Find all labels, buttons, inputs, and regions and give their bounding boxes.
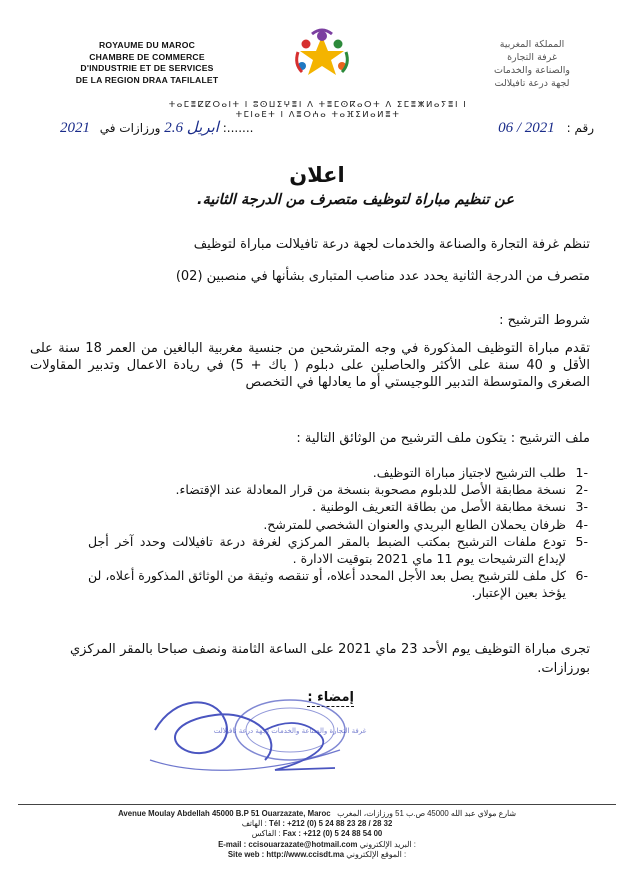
date-label: ورزازات في :....... bbox=[99, 121, 254, 135]
reference-row bbox=[498, 120, 594, 137]
item-number: -3 bbox=[575, 499, 588, 515]
header-tifinagh: ⵜⴰⵎⴻⵇⵇⵔⴰⵏⵜ ⵏ ⵓⵙⵡⵉⵖⴻⵏ ⴷ ⵜⴻⵎⵙⴽⴰⵔⵜ ⴷ ⵉⵎⴻⵥⵍⴰⵢⴻⵏ ⵏ ⵜⵎⵏⴰⴹⵜ ⵏ ⴷⴻⵔⵄⴰ ⵜⴰⴼⵉⵍⴰⵍⴻⵜ bbox=[168, 100, 468, 120]
item-number: -6 bbox=[575, 568, 588, 584]
item-text: ظرفان يحملان الطابع البريدي والعنوان الشخصي للمترشح. bbox=[263, 516, 566, 532]
chamber-logo bbox=[292, 28, 352, 98]
header-fr-line: DE LA REGION DRAA TAFILALET bbox=[75, 74, 219, 85]
header-fr-line: ROYAUME DU MAROC bbox=[99, 40, 195, 50]
item-text: كل ملف للترشيح يصل بعد الأجل المحدد أعلاه، أو تنقصه وثيقة من الوثائق المذكورة أعلاه، لن يؤخذ بعين الإعتبار. bbox=[88, 568, 566, 601]
footer-fax bbox=[0, 829, 634, 839]
reference-value: 2021 / 06 bbox=[498, 120, 555, 136]
footer-phone bbox=[0, 819, 634, 829]
header-fr-line: D'INDUSTRIE ET DE SERVICES bbox=[80, 63, 214, 73]
footer-email-ar: البريد الإلكتروني : bbox=[359, 839, 416, 849]
intro-line-2: متصرف من الدرجة الثانية يحدد عدد مناصب المتبارى بشأنها في منصبين (02) bbox=[175, 269, 590, 284]
list-item bbox=[88, 481, 588, 498]
header-ar-line: والصناعة والخدمات bbox=[493, 65, 571, 76]
footer-address-fr: Avenue Moulay Abdellah 45000 B.P 51 Ouarzazate, Maroc bbox=[118, 809, 331, 818]
signature-label: إمضاء : bbox=[307, 690, 354, 705]
header-ar-line: لجهة درعة تافيلالت bbox=[494, 78, 570, 89]
conditions-text: تقدم مباراة التوظيف المذكورة في وجه المترشحين من جنسية مغربية البالغين من العمر 18 سنة على الأقل و 40 سنة على الأكثر والحاصلين على دبلوم ( باك + 5) في ريادة الاعمال وتدبير المقاولات الصغرى والمتوسطة التدبير اللوجيستي أو ما يعادلها في التخصص bbox=[30, 341, 590, 390]
file-heading: ملف الترشيح : يتكون ملف الترشيح من الوثائق التالية : bbox=[296, 431, 590, 446]
announcement-title: اعلان bbox=[289, 163, 345, 187]
footer bbox=[0, 809, 634, 860]
header-fr-line: CHAMBRE DE COMMERCE bbox=[89, 51, 205, 62]
item-number: -1 bbox=[575, 465, 588, 480]
item-text: نسخة مطابقة الأصل للدبلوم مصحوبة بنسخة من قرار المعادلة عند الإقتضاء. bbox=[175, 482, 566, 498]
footer-email-fr[interactable]: E-mail : ccisouarzazate@hotmail.com bbox=[218, 839, 358, 849]
list-item bbox=[88, 464, 588, 481]
footer-web-fr[interactable]: Site web : http://www.ccisdt.ma bbox=[227, 849, 345, 859]
announcement-subtitle: عن تنظيم مباراة لتوظيف متصرف من الدرجة الثانية. bbox=[196, 192, 514, 208]
reference-label: رقم : bbox=[566, 121, 594, 135]
footer-web-ar: الموقع الإلكتروني : bbox=[346, 849, 407, 859]
footer-divider bbox=[18, 804, 616, 805]
header-arabic bbox=[452, 38, 612, 90]
list-item bbox=[88, 567, 588, 601]
item-number: -5 bbox=[575, 533, 588, 549]
list-item bbox=[88, 498, 588, 515]
stamp-text: غرفة التجارة والصناعة والخدمات لجهة درعة تافيلالت bbox=[213, 727, 367, 735]
date-value: 2021 ابريل 2.6 bbox=[60, 120, 219, 136]
footer-phone-ar: الهاتف : bbox=[241, 819, 267, 829]
list-item bbox=[88, 516, 588, 533]
item-text: طلب الترشيح لاجتياز مباراة التوظيف. bbox=[372, 465, 566, 480]
header-ar-line: المملكة المغربية bbox=[499, 39, 565, 50]
item-text: تودع ملفات الترشيح بمكتب الضبط بالمقر المركزي لغرفة درعة تافيلالت وحدد آخر أجل لإيداع الترشيحات يوم 11 ماي 2021 بتوقيت الادارة . bbox=[88, 533, 566, 567]
footer-email bbox=[0, 840, 634, 850]
intro-line-1: تنظم غرفة التجارة والصناعة والخدمات لجهة درعة تافيلالت مباراة لتوظيف bbox=[193, 237, 590, 252]
footer-phone-fr: Tél : +212 (0) 5 24 88 23 28 / 28 32 bbox=[268, 819, 393, 829]
header-ar-line: غرفة التجارة bbox=[507, 52, 557, 63]
header-french bbox=[52, 40, 242, 86]
conditions-heading: شروط الترشيح : bbox=[499, 313, 590, 328]
handwritten-signature bbox=[145, 690, 345, 780]
item-number: -4 bbox=[575, 516, 588, 532]
date-row bbox=[60, 118, 254, 137]
footer-fax-ar: الفاكس : bbox=[251, 829, 281, 839]
footer-web bbox=[0, 850, 634, 860]
documents-list bbox=[88, 464, 588, 602]
item-text: نسخة مطابقة الأصل من بطاقة التعريف الوطنية . bbox=[312, 499, 566, 515]
list-item bbox=[88, 533, 588, 567]
item-number: -2 bbox=[575, 482, 588, 498]
footer-fax-fr: Fax : +212 (0) 5 24 88 54 00 bbox=[282, 829, 383, 839]
closing-text: تجرى مباراة التوظيف يوم الأحد 23 ماي 2021 على الساعة الثامنة ونصف صباحا بالمقر المركزي بورزازات. bbox=[70, 642, 590, 676]
footer-address-ar: شارع مولاي عبد الله 45000 ص.ب 51 ورزازات، المغرب bbox=[337, 809, 516, 818]
footer-address bbox=[0, 809, 634, 819]
